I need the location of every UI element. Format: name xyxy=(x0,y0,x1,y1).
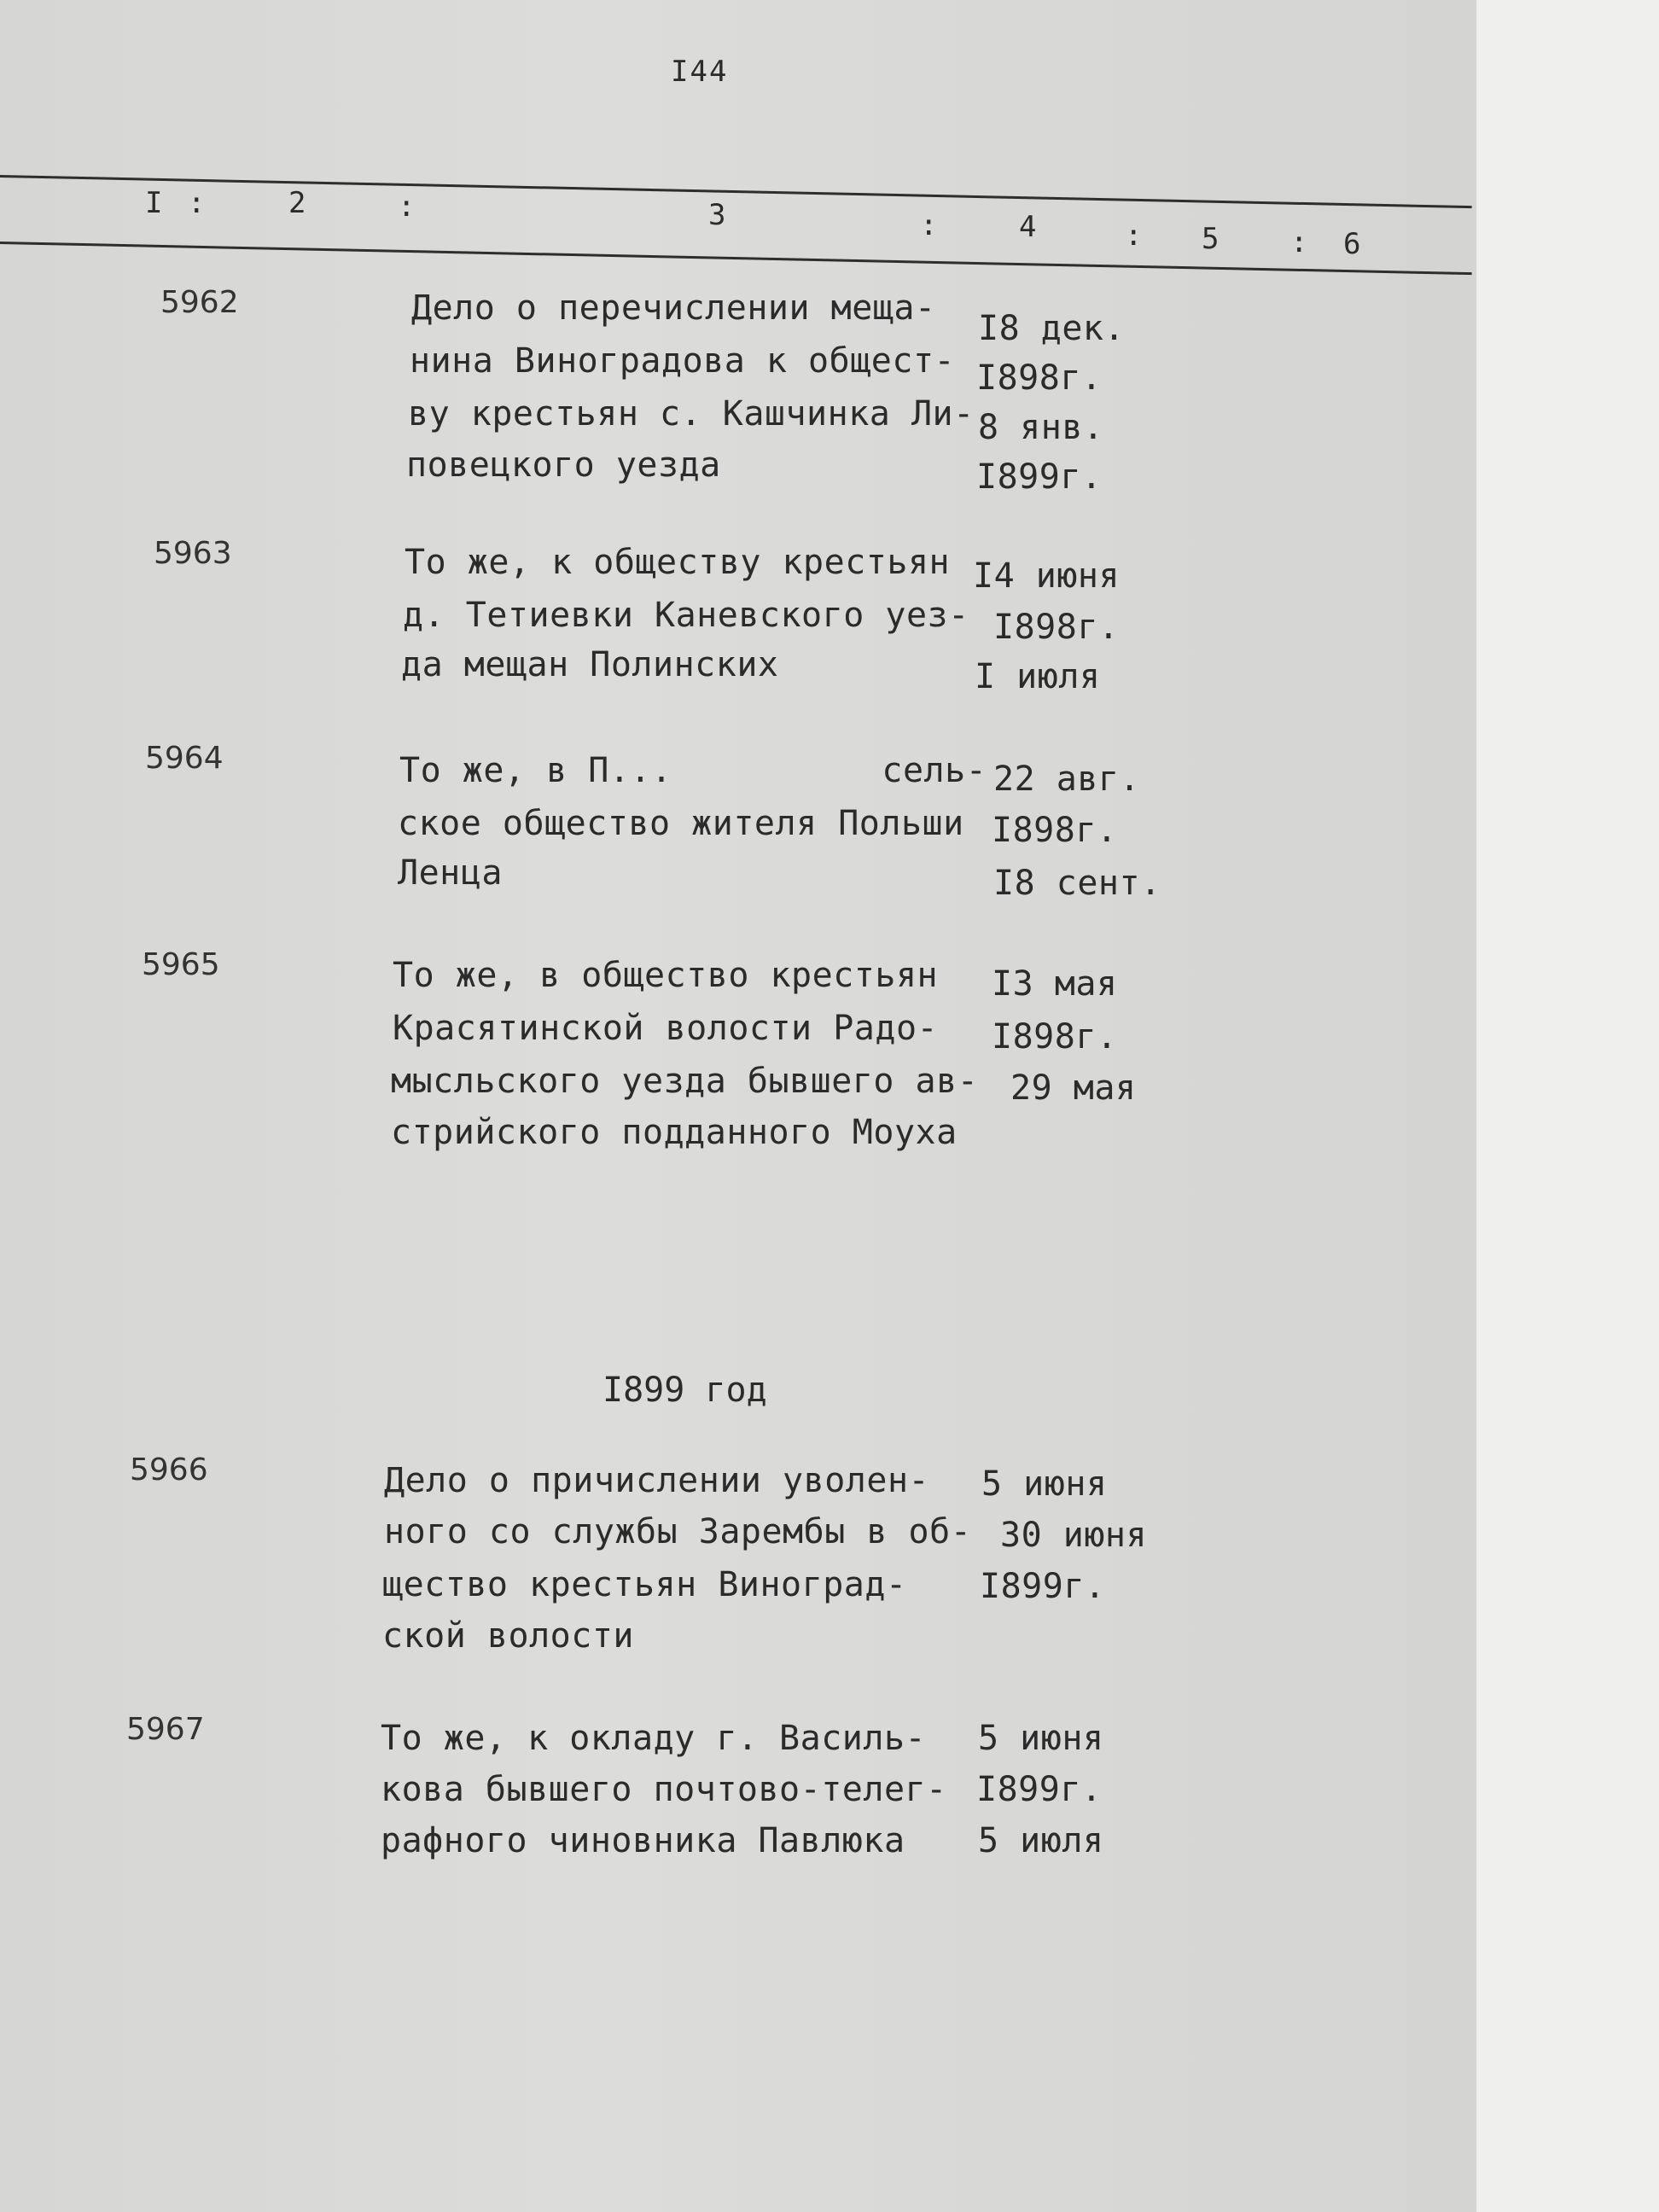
entry-date: 5 июля xyxy=(978,1821,1104,1860)
entry-date: I898г. xyxy=(992,811,1118,850)
entry-date: I899г. xyxy=(976,457,1103,497)
entry-date: 29 мая xyxy=(1010,1068,1137,1108)
entry-number: 5966 xyxy=(130,1452,208,1487)
entry-text-line: То же, к обществу крестьян xyxy=(405,543,951,582)
right-margin-paper xyxy=(1476,0,1659,2212)
entry-date: I4 июня xyxy=(973,556,1121,596)
entry-text-line: Красятинской волости Радо- xyxy=(393,1009,939,1048)
table-header-bottom-rule xyxy=(0,242,1472,275)
entry-text-line: кова бывшего почтово-телег- xyxy=(381,1770,947,1809)
entry-date: I899г. xyxy=(976,1770,1103,1809)
column-separator: : xyxy=(398,189,416,224)
entry-text-line: ской волости xyxy=(382,1616,634,1656)
entry-text-line: да мещан Полинских xyxy=(401,645,779,684)
entry-text-line: То же, к окладу г. Василь- xyxy=(381,1719,927,1758)
entry-text-line: стрийского подданного Моуха xyxy=(391,1113,958,1152)
entry-date: I июля xyxy=(975,657,1101,696)
entry-text-line: ного со службы Зарембы в об- xyxy=(384,1512,972,1551)
column-header-2: 2 xyxy=(288,186,306,220)
entry-number: 5965 xyxy=(142,947,220,982)
entry-date: 5 июня xyxy=(981,1464,1108,1504)
column-header-5: 5 xyxy=(1202,222,1220,256)
entry-date: 30 июня xyxy=(1000,1516,1148,1555)
entry-number: 5962 xyxy=(160,285,239,320)
entry-text-line: мысльского уезда бывшего ав- xyxy=(391,1062,979,1101)
entry-number: 5967 xyxy=(126,1712,205,1747)
entry-date: I899г. xyxy=(980,1567,1106,1606)
entry-text-line: Ленца xyxy=(398,853,503,893)
column-separator: : xyxy=(188,186,206,220)
column-header-4: 4 xyxy=(1019,210,1037,244)
entry-text-line: ское общество жителя Польши xyxy=(398,804,964,843)
entry-date: I8 дек. xyxy=(978,309,1126,348)
entry-text-line: рафного чиновника Павлюка xyxy=(381,1821,905,1860)
column-separator: : xyxy=(1125,218,1143,253)
entry-text-line: То же, в общество крестьян xyxy=(393,956,939,995)
entry-date: I898г. xyxy=(976,358,1103,398)
entry-text-line: щество крестьян Виноград- xyxy=(382,1565,907,1604)
entry-text-line: повецкого уезда xyxy=(406,445,721,485)
entry-number: 5964 xyxy=(145,741,224,776)
page-number: I44 xyxy=(671,55,729,89)
entry-text-line: ву крестьян с. Кашчинка Ли- xyxy=(408,394,975,434)
entry-text-line: То же, в П... сель- xyxy=(399,751,987,790)
entry-date: I898г. xyxy=(992,1017,1118,1057)
entry-number: 5963 xyxy=(154,536,232,571)
column-header-6: 6 xyxy=(1343,227,1361,261)
entry-date: I3 мая xyxy=(992,964,1118,1004)
year-heading: I899 год xyxy=(602,1371,767,1410)
entry-date: 5 июня xyxy=(978,1719,1104,1758)
column-header-3: 3 xyxy=(708,198,726,232)
table-header-top-rule xyxy=(0,175,1472,208)
column-separator: : xyxy=(920,208,938,242)
entry-text-line: Дело о причислении уволен- xyxy=(384,1461,930,1500)
entry-text-line: д. Тетиевки Каневского уез- xyxy=(403,596,969,635)
column-header-1: I xyxy=(145,186,163,220)
entry-text-line: Дело о перечислении меща- xyxy=(411,288,936,328)
entry-text-line: нина Виноградова к общест- xyxy=(410,341,956,381)
entry-date: I8 сент. xyxy=(993,864,1161,903)
entry-date: 22 авг. xyxy=(993,760,1141,799)
entry-date: 8 янв. xyxy=(978,408,1104,447)
column-separator: : xyxy=(1290,225,1308,259)
entry-date: I898г. xyxy=(993,608,1120,647)
